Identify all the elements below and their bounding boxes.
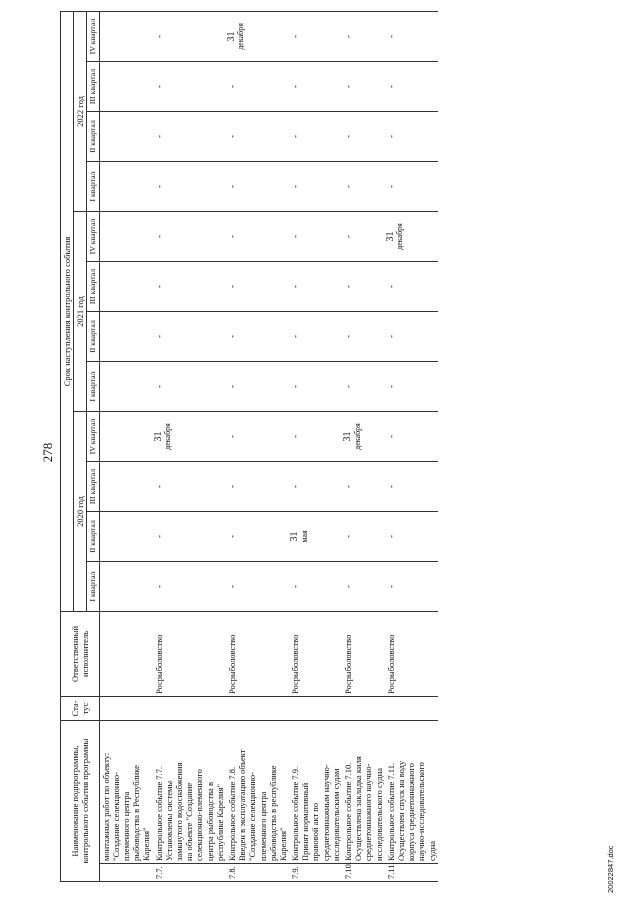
term-cell: - [342, 61, 385, 111]
event-name-line: Осуществлен спуск на воду [395, 760, 406, 861]
event-name-line: племенного центра [257, 791, 268, 861]
term-cell: - [226, 161, 289, 211]
page-number: 278 [40, 442, 55, 463]
term-cell: - [385, 361, 438, 411]
term-cell: - [226, 61, 289, 111]
header-row-1 [61, 11, 74, 881]
event-name-line: Карелия" [277, 827, 288, 861]
term-cell: - [289, 11, 342, 61]
row-number: 7.10. [342, 864, 385, 882]
event-name-line: Принят нормативный [300, 782, 311, 861]
event-name-line: на объекте "Создание [184, 782, 195, 861]
header-quarter: III квартал [87, 61, 99, 111]
row-number: 7.11. [385, 864, 438, 882]
header-quarter: II квартал [87, 311, 99, 361]
event-status [385, 696, 438, 720]
responsible-executor: Росрыболовство [385, 611, 438, 696]
term-cell: - [289, 261, 342, 311]
event-name-line: монтажных работ по объекту: [100, 752, 111, 861]
term-cell: - [226, 261, 289, 311]
header-status: Ста-тус [61, 696, 100, 720]
term-cell: - [153, 111, 226, 161]
term-cell: - [342, 461, 385, 511]
event-name [226, 720, 289, 863]
term-cell: - [385, 411, 438, 461]
term-cell: - [289, 461, 342, 511]
term-cell [99, 11, 152, 61]
term-cell: - [153, 161, 226, 211]
term-cell: - [385, 261, 438, 311]
table-row [385, 11, 438, 881]
responsible-executor: Росрыболовство [289, 611, 342, 696]
header-quarter: III квартал [87, 261, 99, 311]
term-cell [99, 361, 152, 411]
header-year: 2020 год [74, 411, 87, 611]
event-name-line: Контрольное событие 7.8. [226, 766, 237, 861]
event-name-line: Контрольное событие 7.7. [153, 766, 164, 861]
term-cell [99, 111, 152, 161]
term-cell: - [226, 461, 289, 511]
event-name-line: судна [426, 840, 437, 861]
event-date-day: 31 [384, 231, 396, 242]
term-cell [99, 461, 152, 511]
event-status [289, 696, 342, 720]
event-status [226, 696, 289, 720]
event-date-day: 31 [152, 431, 164, 442]
table-row [342, 11, 385, 881]
event-status [153, 696, 226, 720]
term-cell: - [342, 261, 385, 311]
term-cell: - [342, 11, 385, 61]
header-quarter: I квартал [87, 161, 99, 211]
event-name [342, 720, 385, 863]
event-name [153, 720, 226, 863]
footer-doc-code: 20022847.doc [606, 845, 615, 893]
event-name-line: Контрольное событие 7.11. [385, 762, 396, 861]
term-cell: - [342, 361, 385, 411]
event-name-line: селекционно-племенного [194, 769, 205, 861]
term-cell [99, 261, 152, 311]
event-status [99, 696, 152, 720]
header-quarter: I квартал [87, 561, 99, 611]
term-cell [99, 61, 152, 111]
header-responsible: Ответственный исполнитель [61, 611, 100, 696]
term-cell: - [342, 211, 385, 261]
event-name-line: Карелия" [141, 827, 152, 861]
term-cell: - [289, 361, 342, 411]
header-quarter: IV квартал [87, 11, 99, 61]
event-date [153, 411, 226, 461]
event-name-line: "Создание селекционно- [247, 771, 258, 861]
header-quarter: IV квартал [87, 211, 99, 261]
term-cell: - [153, 261, 226, 311]
term-cell: - [289, 561, 342, 611]
header-name: Наименование подпрограммы, контрольного события программы [61, 720, 100, 881]
term-cell: - [226, 361, 289, 411]
term-cell: - [226, 111, 289, 161]
responsible-executor [99, 611, 152, 696]
event-name-line: исследовательским судам [330, 768, 341, 861]
event-date-day: 31 [289, 531, 301, 542]
event-name-line: научно-исследовательского [416, 762, 427, 861]
event-date-month: декабря [352, 423, 362, 450]
term-cell: - [342, 161, 385, 211]
term-cell: - [289, 211, 342, 261]
event-date-month: мая [299, 530, 309, 543]
event-date-day: 31 [225, 31, 237, 42]
term-cell: - [226, 561, 289, 611]
term-cell: - [226, 511, 289, 561]
term-cell: - [385, 161, 438, 211]
responsible-executor: Росрыболовство [153, 611, 226, 696]
header-quarter: III квартал [87, 461, 99, 511]
header-quarter: IV квартал [87, 411, 99, 461]
term-cell: - [226, 311, 289, 361]
header-year: 2021 год [74, 211, 87, 411]
term-cell [99, 311, 152, 361]
header-quarter: II квартал [87, 511, 99, 561]
term-cell: - [153, 511, 226, 561]
term-cell: - [289, 411, 342, 461]
event-name-line: рыбоводства в республике [267, 765, 278, 861]
event-name-line: исследовательского судна [373, 767, 384, 861]
term-cell: - [289, 61, 342, 111]
event-name [385, 720, 438, 863]
header-term: Срок наступления контрольного события [61, 11, 74, 611]
term-cell: - [385, 61, 438, 111]
event-name [289, 720, 342, 863]
event-name-line: центра рыбоводства в [204, 782, 215, 861]
term-cell: - [153, 361, 226, 411]
term-cell: - [226, 411, 289, 461]
term-cell: - [153, 11, 226, 61]
term-cell: - [385, 511, 438, 561]
event-name-line: "Создание селекционно- [110, 771, 121, 861]
term-cell: - [385, 561, 438, 611]
event-name [99, 720, 152, 863]
responsible-executor: Росрыболовство [342, 611, 385, 696]
row-number [99, 864, 152, 882]
header-quarter: II квартал [87, 111, 99, 161]
term-cell [99, 411, 152, 461]
event-name-line: правовой акт по [310, 802, 321, 861]
term-cell [99, 561, 152, 611]
table-row [99, 11, 152, 881]
event-name-line: Введен в эксплуатацию объект [237, 749, 248, 861]
header-year: 2022 год [74, 11, 87, 211]
row-number: 7.7. [153, 864, 226, 882]
term-cell: - [226, 211, 289, 261]
control-events-table [60, 11, 438, 882]
responsible-executor: Росрыболовство [226, 611, 289, 696]
term-cell: - [153, 61, 226, 111]
event-name-line: Контрольное событие 7.9. [290, 766, 301, 861]
term-cell: - [153, 211, 226, 261]
term-cell: - [153, 311, 226, 361]
term-cell: - [153, 461, 226, 511]
event-name-line: Осуществлена закладка киля [353, 756, 364, 861]
term-cell [99, 511, 152, 561]
row-number: 7.8. [226, 864, 289, 882]
term-cell: - [342, 511, 385, 561]
event-date [385, 211, 438, 261]
event-name-line: корпуса среднетоннажного [406, 762, 417, 861]
term-cell: - [289, 161, 342, 211]
event-date-month: декабря [163, 423, 173, 450]
term-cell: - [385, 11, 438, 61]
event-name-line: Установлены системы [163, 780, 174, 861]
term-cell [99, 211, 152, 261]
table-row [153, 11, 226, 881]
term-cell: - [385, 311, 438, 361]
table-row [289, 11, 342, 881]
term-cell: - [289, 111, 342, 161]
event-date [289, 511, 342, 561]
table-row [226, 11, 289, 881]
event-status [342, 696, 385, 720]
row-number: 7.9. [289, 864, 342, 882]
event-name-line: Контрольное событие 7.10. [343, 762, 354, 861]
event-name-line: республике Карелия" [214, 784, 225, 861]
term-cell: - [385, 461, 438, 511]
header-quarter: I квартал [87, 361, 99, 411]
event-name-line: среднетоннажного научно- [363, 763, 374, 861]
event-name-line: рыбоводства в Республике [131, 765, 142, 861]
term-cell: - [342, 111, 385, 161]
event-date-month: декабря [395, 223, 405, 250]
term-cell [99, 161, 152, 211]
term-cell: - [153, 561, 226, 611]
term-cell: - [342, 311, 385, 361]
event-name-line: среднетоннажным научно- [320, 764, 331, 861]
term-cell: - [385, 111, 438, 161]
event-date [342, 411, 385, 461]
term-cell: - [342, 561, 385, 611]
event-date [226, 11, 289, 61]
event-date-day: 31 [342, 431, 354, 442]
event-name-line: замкнутого водоснабжения [174, 762, 185, 861]
event-name-line: племенного центра [121, 791, 132, 861]
term-cell: - [289, 311, 342, 361]
event-date-month: декабря [236, 23, 246, 50]
